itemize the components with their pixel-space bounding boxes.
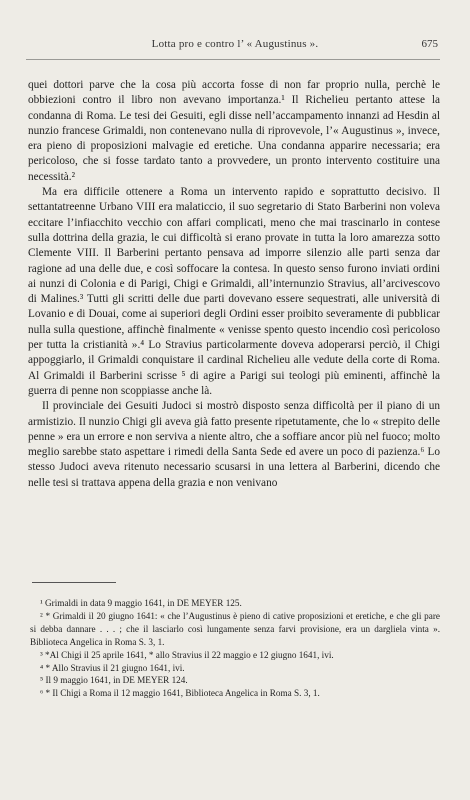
paragraph: quei dottori parve che la cosa più accorta fosse di non far proprio nulla, perchè le obbiezioni contro il libro non avevano importanza.¹ Il Richelieu pertanto attese la condanna di Roma. Le tesi dei Gesuiti, egli disse nell’accampamento innanzi ad Hesdin al nunzio francese Grimaldi, non contenevano nulla di riprovevole, l’« Augustinus », invece, era pieno di proposizioni malvagie ed eretiche. Una condanna apparire necessaria; era pericoloso, che si fosse tardato tanto a provvedere, un pronto intervento costituire una necessità.²: [28, 79, 440, 183]
footnote: ³ *Al Chigi il 25 aprile 1641, * allo Stravius il 22 maggio e 12 giugno 1641, ivi.: [40, 649, 334, 660]
main-text: [28, 78, 440, 491]
paragraph: Ma era difficile ottenere a Roma un intervento rapido e soprattutto decisivo. Il settantatreenne Urbano VIII era malaticcio, il suo segretario di Stato Barberini non voleva eccitare l’infiacchito vecchio con affari complicati, meno che mai trascinarlo in contese sulla dottrina della grazia, le cui difficoltà si erano provate in tutta la loro amarezza sotto Clemente VIII. Il Barberini pertanto pensava ad imporre silenzio alle parti senza dar ragione ad una delle due, e così soffocare la contesa. In questo senso furono inviati ordini ai nunzi di Colonia e di Parigi, Chigi e Grimaldi, all’internunzio Stravius, all’arcivescovo di Malines.³ Tutti gli scritti delle due parti dovevano essere sequestrati, alle università di Lovanio e di Douai, come ai superiori degli Ordini esser proibito severamente di pubblicar nulla sulla questione, affinchè finalmente « venisse spento questo incendio così pericoloso per tutta la cristianità ».⁴ Lo Stravius particolarmente doveva adoperarsi perciò, il Chigi appoggiarlo, il Grimaldi conquistare il cardinal Richelieu alle vedute della corte di Roma. Al Grimaldi il Barberini scrisse ⁵ di agire a Parigi sui teologi più eminenti, affinchè la guerra di penne non scoppiasse anche là.: [28, 186, 440, 397]
footnote: ² * Grimaldi il 20 giugno 1641: « che l’Augustinus è pieno di cative proposizioni et eretiche, e che gli pare si debba dannare . . . ; che il lasciarlo così lungamente senza farvi provisione, era un dargliela vinta ». Biblioteca Angelica in Roma S. 3, 1.: [30, 610, 440, 647]
page-number: 675: [421, 38, 438, 50]
header-rule: [26, 59, 440, 60]
footnote-rule: [32, 582, 116, 583]
footnote: ⁴ * Allo Stravius il 21 giugno 1641, ivi.: [40, 662, 185, 673]
running-title: Lotta pro e contro l’ « Augustinus ».: [151, 38, 319, 50]
page-header: [0, 38, 470, 54]
footnotes: [30, 597, 440, 700]
footnote: ⁶ * Il Chigi a Roma il 12 maggio 1641, Biblioteca Angelica in Roma S. 3, 1.: [40, 688, 320, 699]
footnote: ¹ Grimaldi in data 9 maggio 1641, in DE MEYER 125.: [40, 598, 242, 608]
paragraph: Il provinciale dei Gesuiti Judoci si mostrò disposto senza difficoltà per il piano di un armistizio. Il nunzio Chigi gli aveva già fatto presente ripetutamente, che lo « strepito delle penne » era un errore e non serviva a niente altro, che a soffiare ancor più nel fuoco; molto meglio sarebbe stato aspettare i rimedi della Santa Sede ed avere un poco di pazienza.⁶ Lo stesso Judoci aveva ritenuto necessario scusarsi in una lettera al Barberini, dicendo che nelle tesi si trattava appena della grazia e non venivano: [28, 400, 440, 489]
footnote: ⁵ Il 9 maggio 1641, in DE MEYER 124.: [40, 675, 188, 686]
